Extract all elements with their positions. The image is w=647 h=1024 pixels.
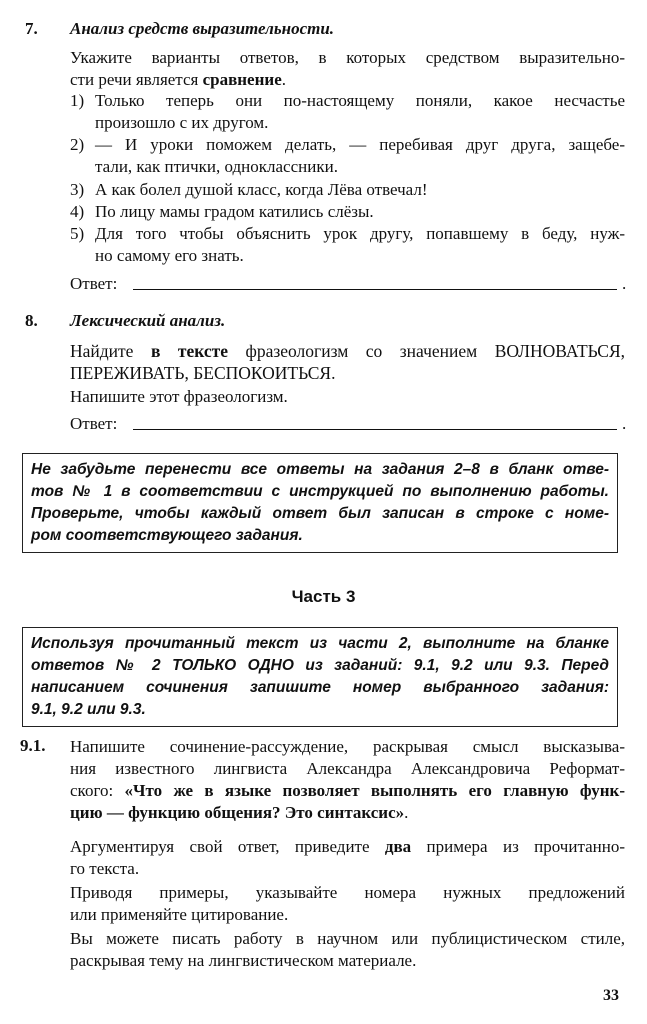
option-number: 5) [70,224,85,244]
text-line [95,179,625,201]
option-number: 3) [70,179,85,199]
text-line [31,699,609,721]
option-text [95,201,625,223]
task-7-heading: Анализ средств выразительности. [70,19,335,38]
text-segment: тали, как птички, одноклассники. [95,157,338,177]
text-segment: примера из прочитанно- [411,837,625,856]
task-7-intro [70,47,625,91]
answer-end: . [622,274,627,293]
page-number: 33 [603,987,619,1004]
task-9-1-number: 9.1. [20,736,46,755]
text-line [70,736,625,758]
text-segment: Приводя примеры, указывайте номера нужных предложений [70,883,625,902]
task-8-heading: Лексический анализ. [70,311,226,330]
text-segment: но самому его знать. [95,246,244,266]
text-segment: . [404,803,409,822]
text-line [31,633,609,655]
answer-line[interactable] [133,429,617,430]
text-line [70,362,625,384]
text-segment: или применяйте цитирование. [70,905,289,924]
text-segment: ром соответствующего задания. [31,527,303,544]
text-segment: ответов № 2 ТОЛЬКО ОДНО из заданий: 9.1, 9.2 или 9.3. Перед [31,657,609,674]
bold-text-segment: в тексте [150,341,229,361]
text-segment: Аргументируя свой ответ, приведите [70,837,385,856]
task-7-answer-field[interactable] [70,273,630,295]
text-line [95,245,625,267]
text-segment: ния известного лингвиста Александра Александровича Реформат- [70,759,625,778]
text-segment: — И уроки поможем делать, — перебивая друг друга, защебе- [95,135,625,155]
text-segment: Используя прочитанный текст из части 2, выполните на бланке [31,635,609,652]
text-line [95,223,625,245]
option-number: 4) [70,202,85,221]
text-segment: тов № 1 в соответствии с инструкцией по выполнению работы. [31,483,609,500]
text-segment: раскрывая тему на лингвистическом материале. [70,951,417,970]
text-line [70,858,625,880]
text-line [70,386,625,408]
text-segment: Напишите сочинение-рассуждение, раскрывая смысл высказыва- [70,737,625,756]
text-line [70,836,625,858]
text-line [31,503,609,525]
answer-end: . [622,414,627,433]
text-segment: Только теперь они по-настоящему поняли, какое несчастье [95,91,625,110]
text-line [95,156,625,178]
text-line [70,47,625,69]
text-line [31,677,609,699]
bold-text-segment: сравнение [202,70,282,89]
answer-label: Ответ: [70,414,118,433]
text-segment: Для того чтобы объяснить урок другу, попавшему в беду, нуж- [95,224,625,244]
text-segment: Укажите варианты ответов, в которых средством выразительно- [70,48,625,67]
text-line [70,928,625,950]
task-9-1-argument [70,836,625,880]
answer-label: Ответ: [70,274,118,293]
text-segment: ского: [70,781,125,800]
notice-text [31,459,609,547]
option-text [95,179,625,201]
task-8-answer-field[interactable] [70,413,630,435]
text-segment: А как болел душой класс, когда Лёва отвечал! [95,179,428,199]
text-line [95,112,625,134]
text-segment: Напишите этот фразеологизм. [70,387,288,406]
text-segment: 9.1, 9.2 или 9.3. [31,701,146,718]
text-line [70,340,625,362]
text-line [70,904,625,926]
text-line [70,950,625,972]
text-line [31,481,609,503]
text-line [95,201,625,223]
text-segment: По лицу мамы градом катились слёзы. [95,202,374,221]
text-segment: ПЕРЕЖИВАТЬ, БЕСПОКОИТЬСЯ. [70,363,336,383]
task-9-1-examples [70,882,625,926]
text-line [31,525,609,547]
answer-line[interactable] [133,289,617,290]
notice-box [22,453,618,553]
text-line [95,134,625,156]
text-segment: написанием сочинения запишите номер выбранного задания: [31,679,609,696]
text-segment: Не забудьте перенести все ответы на задания 2–8 в бланк отве- [31,461,609,478]
text-line [70,882,625,904]
task-7-number: 7. [25,19,38,38]
text-segment: сти речи является [70,70,203,89]
option-text [95,134,625,178]
bold-text-segment: «Что же в языке позволяет выполнять его главную функ- [124,781,625,800]
text-segment: фразеологизм со значением ВОЛНОВАТЬСЯ, [228,341,626,361]
text-line [31,655,609,677]
text-segment: Найдите [70,341,151,361]
bold-text-segment: цию — функцию общения? Это синтаксис» [70,803,405,822]
text-segment: Вы можете писать работу в научном или публицистическом стиле, [70,929,625,948]
part-3-instruction-box [22,627,618,727]
text-segment: Проверьте, чтобы каждый ответ был записан в строке с номе- [31,505,609,522]
text-line [70,780,625,802]
option-text [95,90,625,134]
task-8-intro [70,340,625,384]
option-number: 1) [70,91,85,110]
text-segment: . [281,70,286,89]
task-9-1-prompt [70,736,625,824]
part-title: Часть 3 [291,587,356,606]
text-line [70,802,625,824]
text-line [70,758,625,780]
option-text [95,223,625,267]
text-segment: произошло с их другом. [95,113,269,132]
text-line [31,459,609,481]
bold-text-segment: два [384,837,412,856]
text-line [70,69,625,91]
option-number: 2) [70,135,85,155]
part-3-instruction-text [31,633,609,721]
task-8-instruction [70,386,625,408]
text-segment: го текста. [70,859,140,878]
task-9-1-style [70,928,625,972]
text-line [95,90,625,112]
task-8-number: 8. [25,311,38,330]
